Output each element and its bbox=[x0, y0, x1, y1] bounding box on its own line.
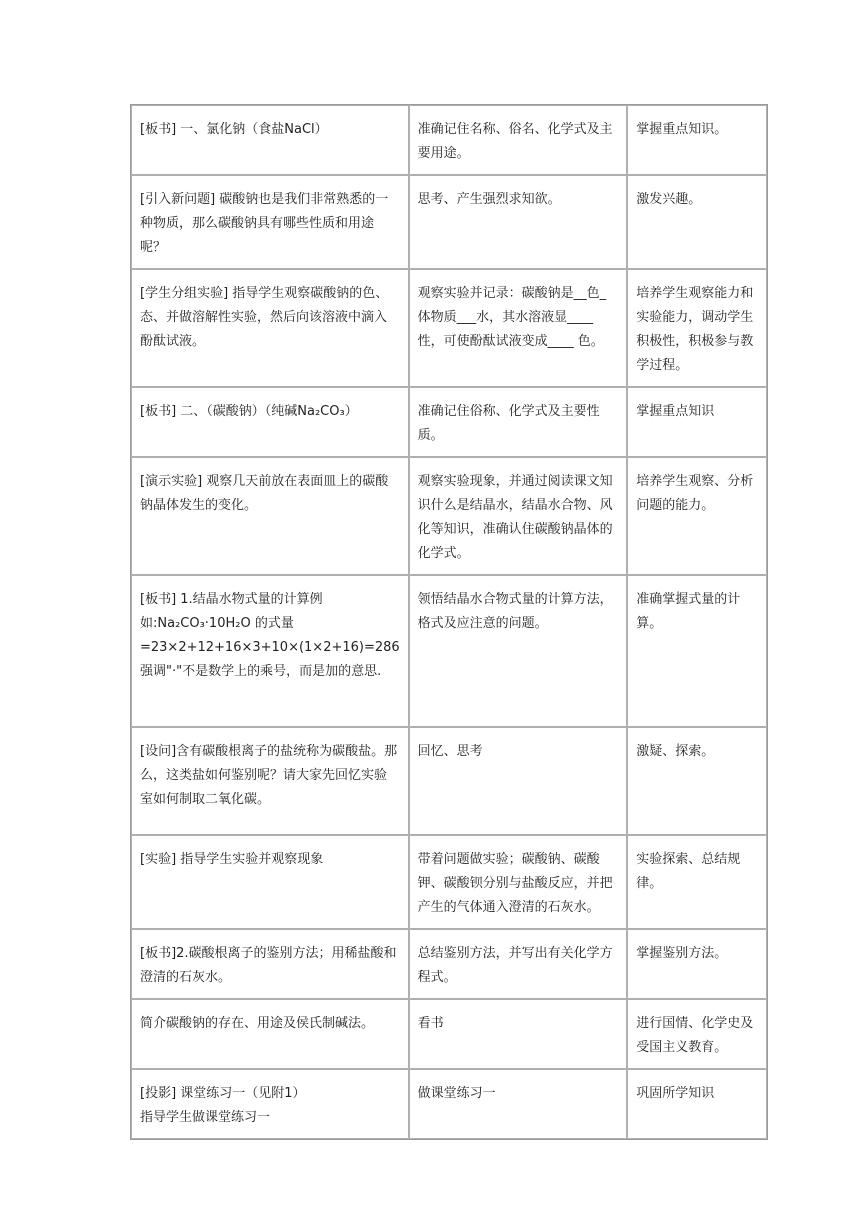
cell-text: 掌握重点知识 bbox=[636, 404, 715, 419]
teacher-activity-cell bbox=[131, 835, 409, 929]
student-activity-cell bbox=[409, 575, 628, 727]
cell-text: [学生分组实验] 指导学生观察碳酸钠的色、态、并做溶解性实验，然后向该溶液中滴入酚酞试液。 bbox=[140, 286, 389, 349]
table-row bbox=[131, 727, 767, 835]
teacher-activity-cell bbox=[131, 929, 409, 999]
table-row bbox=[131, 999, 767, 1069]
design-intent-cell bbox=[627, 999, 767, 1069]
cell-text: 培养学生观察能力和实验能力，调动学生积极性，积极参与教学过程。 bbox=[636, 286, 754, 373]
teacher-activity-cell bbox=[131, 387, 409, 457]
cell-text: 做课堂练习一 bbox=[417, 1086, 496, 1101]
student-activity-cell bbox=[409, 175, 628, 269]
cell-text: [投影] 课堂练习一（见附1） bbox=[140, 1086, 306, 1101]
cell-text: 领悟结晶水合物式量的计算方法，格式及应注意的问题。 bbox=[417, 592, 613, 631]
table-row bbox=[131, 269, 767, 387]
design-intent-cell bbox=[627, 175, 767, 269]
cell-text: [板书]2.碳酸根离子的鉴别方法；用稀盐酸和澄清的石灰水。 bbox=[140, 946, 397, 985]
table-row bbox=[131, 175, 767, 269]
cell-text: 看书 bbox=[417, 1016, 444, 1031]
cell-text: [实验] 指导学生实验并观察现象 bbox=[140, 852, 324, 867]
teacher-activity-cell bbox=[131, 175, 409, 269]
student-activity-cell bbox=[409, 999, 628, 1069]
table-row bbox=[131, 929, 767, 999]
table-row bbox=[131, 1069, 767, 1139]
student-activity-cell bbox=[409, 929, 628, 999]
design-intent-cell bbox=[627, 835, 767, 929]
cell-text: 观察实验并记录：碳酸钠是__色_体物质___水，其水溶液显____性，可使酚酞试液变成____ 色。 bbox=[417, 286, 607, 349]
cell-text: 准确记住名称、俗名、化学式及主要用途。 bbox=[417, 122, 613, 161]
cell-text: [引入新问题] 碳酸钠也是我们非常熟悉的一种物质，那么碳酸钠具有哪些性质和用途呢？ bbox=[140, 192, 389, 255]
table-row bbox=[131, 387, 767, 457]
cell-text: [演示实验] 观察几天前放在表面皿上的碳酸钠晶体发生的变化。 bbox=[140, 474, 389, 513]
table-row bbox=[131, 457, 767, 575]
cell-text: 总结鉴别方法，并写出有关化学方程式。 bbox=[417, 946, 613, 985]
cell-text: 强调"·"不是数学上的乘号，而是加的意思. bbox=[140, 664, 382, 679]
teacher-activity-cell bbox=[131, 457, 409, 575]
table-row bbox=[131, 105, 767, 175]
cell-text: [板书] 一、氯化钠（食盐NaCl） bbox=[140, 122, 328, 137]
teacher-activity-cell bbox=[131, 727, 409, 835]
design-intent-cell bbox=[627, 1069, 767, 1139]
student-activity-cell bbox=[409, 269, 628, 387]
lesson-plan-table bbox=[130, 104, 768, 1140]
student-activity-cell bbox=[409, 835, 628, 929]
teacher-activity-cell bbox=[131, 269, 409, 387]
cell-text: 培养学生观察、分析问题的能力。 bbox=[636, 474, 754, 513]
cell-text: 掌握重点知识。 bbox=[636, 122, 728, 137]
cell-text: 掌握鉴别方法。 bbox=[636, 946, 728, 961]
cell-text: 准确掌握式量的计算。 bbox=[636, 592, 741, 631]
cell-text: 观察实验现象，并通过阅读课文知识什么是结晶水，结晶水合物、风化等知识，准确认住碳酸钠晶体的化学式。 bbox=[417, 474, 613, 561]
design-intent-cell bbox=[627, 387, 767, 457]
teacher-activity-cell bbox=[131, 1069, 409, 1139]
cell-text: 激发兴趣。 bbox=[636, 192, 702, 207]
student-activity-cell bbox=[409, 105, 628, 175]
design-intent-cell bbox=[627, 929, 767, 999]
teacher-activity-cell bbox=[131, 105, 409, 175]
cell-text: [板书] 二、（碳酸钠）（纯碱Na₂CO₃） bbox=[140, 404, 358, 419]
student-activity-cell bbox=[409, 457, 628, 575]
teacher-activity-cell bbox=[131, 999, 409, 1069]
table-row bbox=[131, 575, 767, 727]
design-intent-cell bbox=[627, 575, 767, 727]
teacher-activity-cell bbox=[131, 575, 409, 727]
cell-text: 准确记住俗称、化学式及主要性质。 bbox=[417, 404, 600, 443]
cell-text: [板书] 1.结晶水物式量的计算例如:Na₂CO₃·10H₂O 的式量=23×2+12+16×3+10×(1×2+16)=286 bbox=[140, 592, 400, 655]
cell-text: [设问]含有碳酸根离子的盐统称为碳酸盐。那么，这类盐如何鉴别呢？请大家先回忆实验室如何制取二氧化碳。 bbox=[140, 744, 398, 807]
design-intent-cell bbox=[627, 105, 767, 175]
design-intent-cell bbox=[627, 727, 767, 835]
cell-text: 简介碳酸钠的存在、用途及侯氏制碱法。 bbox=[140, 1016, 375, 1031]
cell-text: 带着问题做实验；碳酸钠、碳酸钾、碳酸钡分别与盐酸反应，并把产生的气体通入澄清的石灰水。 bbox=[417, 852, 613, 915]
cell-text: 回忆、思考 bbox=[417, 744, 483, 759]
cell-text: 指导学生做课堂练习一 bbox=[140, 1110, 271, 1125]
student-activity-cell bbox=[409, 727, 628, 835]
student-activity-cell bbox=[409, 387, 628, 457]
cell-text: 激疑、探索。 bbox=[636, 744, 715, 759]
student-activity-cell bbox=[409, 1069, 628, 1139]
design-intent-cell bbox=[627, 269, 767, 387]
cell-text: 思考、产生强烈求知欲。 bbox=[417, 192, 561, 207]
cell-text: 巩固所学知识 bbox=[636, 1086, 715, 1101]
cell-text: 实验探索、总结规律。 bbox=[636, 852, 741, 891]
design-intent-cell bbox=[627, 457, 767, 575]
table-row bbox=[131, 835, 767, 929]
cell-text: 进行国情、化学史及受国主义教育。 bbox=[636, 1016, 754, 1055]
